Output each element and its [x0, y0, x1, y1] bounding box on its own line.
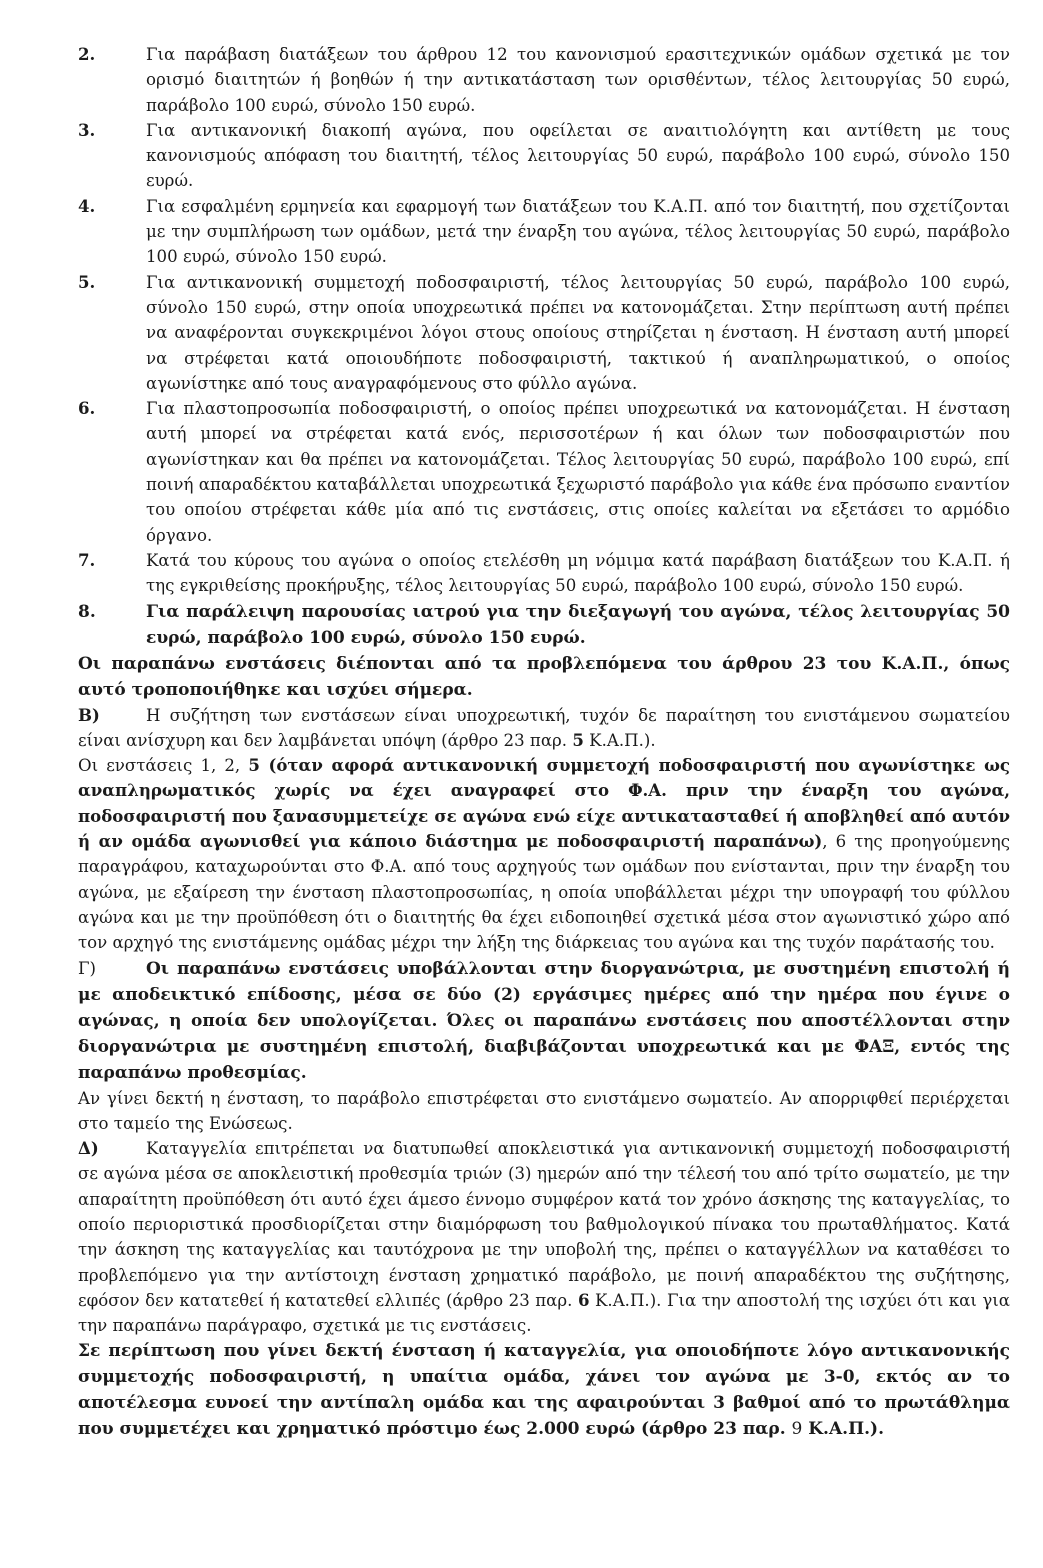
- item-number: 4.: [78, 195, 96, 216]
- final-article-num: 9: [791, 1419, 803, 1440]
- item-text: Για εσφαλμένη ερμηνεία και εφαρμογή των διατάξεων του Κ.Α.Π. από τον διαιτητή, που σχετίζονται με την συμπλήρωση των ομάδων, μετά την έναρξη του αγώνα, τέλος λειτουργίας 50 ευρώ, παράβολο 100 ευρώ, σύνολο 150 ευρώ.: [146, 196, 1010, 267]
- objections-bold-clause: (όταν αφορά αντικανονική συμμετοχή ποδοσφαιριστή που αγωνίστηκε ως αναπληρωματικός χωρίς να έχει αναγραφεί στο Φ.Α. πριν την έναρξη του αγώνα, ποδοσφαιριστή που ξανασυμμετείχε σε αγώνα ενώ είχε αντικατασταθεί ή αποβληθεί από αυτόν ή αν ομάδα αγωνισθεί για κάποιο διάστημα με ποδοσφαιριστή παραπάνω): [78, 755, 1010, 852]
- item-number: 2.: [78, 44, 96, 64]
- section-d-text-a: Καταγγελία επιτρέπεται να διατυπωθεί αποκλειστικά για αντικανονική συμμετοχή ποδοσφαιριστή σε αγώνα μέσα σε αποκλειστική προθεσμία τριών (3) ημερών από την τέλεσή του από τρίτο σωματείο, με την απαραίτητη προϋπόθεση ότι αυτό έχει άμεσο έννομο συμφέρον κατά τον χρόνο άσκησης της καταγγελίας, το οποίο περιοριστικά προσδιορίζεται στην διαμόρφωση του βαθμολογικού πίνακα του πρωταθλήματος. Κατά την άσκηση της καταγγελίας και ταυτόχρονα με την υποβολή της, πρέπει ο καταγγέλλων να καταθέσει το προβλεπόμενο για την αντίστοιχη ένσταση χρηματικό παράβολο, με ποινή απαραδέκτου της συζήτησης, εφόσον δεν κατατεθεί ή κατατεθεί ελλιπές (άρθρο 23 παρ.: [78, 1139, 1010, 1310]
- final-paragraph: [78, 1338, 1010, 1442]
- section-g-fee-paragraph: Αν γίνει δεκτή η ένσταση, το παράβολο επιστρέφεται στο ενιστάμενο σωματείο. Αν απορριφθεί περιέρχεται στο ταμείο της Ενώσεως.: [78, 1088, 1010, 1133]
- list-item: [78, 396, 1010, 548]
- section-g-text: Οι παραπάνω ενστάσεις υποβάλλονται στην διοργανώτρια, με συστημένη επιστολή ή με αποδεικτικό επίδοσης, μέσα σε δύο (2) εργάσιμες ημέρες από την ημέρα που έγινε ο αγώνας, η οποία δεν υπολογίζεται. Όλες οι παραπάνω ενστάσεις που αποστέλλονται στην διοργανώτρια με συστημένη επιστολή, διαβιβάζονται υποχρεωτικά και με ΦΑΞ, εντός της παραπάνω προθεσμίας.: [78, 958, 1010, 1083]
- objections-rest: , 6 της προηγούμενης παραγράφου, καταχωρούνται στο Φ.Α. από τους αρχηγούς των ομάδων που ενίστανται, πριν την έναρξη του αγώνα, με εξαίρεση την ένσταση πλαστοπροσωπίας, η οποία υποβάλλεται μέχρι την υπογραφή του φύλλου αγώνα και με την προϋπόθεση ότι ο διαιτητής θα έχει ειδοποιηθεί σχετικά μέσα στον αγωνιστικό χώρο από τον αρχηγό της ενιστάμενης ομάδας μέχρι την λήξη της διάρκειας του αγώνα και της τυχόν παράτασής του.: [78, 832, 1010, 953]
- list-item: [78, 42, 1010, 118]
- section-b-text-b: Κ.Α.Π.).: [583, 730, 656, 750]
- item-text: Κατά του κύρους του αγώνα ο οποίος ετελέσθη μη νόμιμα κατά παράβαση διατάξεων του Κ.Α.Π. ή της εγκριθείσης προκήρυξης, τέλος λειτουργίας 50 ευρώ, παράβολο 100 ευρώ, σύνολο 150 ευρώ.: [146, 550, 1010, 596]
- section-d-text-b: Κ.Α.Π.). Για την αποστολή της ισχύει ότι και για την παραπάνω παράγραφο, σχετικά με τις ενστάσεις.: [78, 1290, 1010, 1336]
- section-b-label: Β): [78, 704, 100, 725]
- item-text: Για παράλειψη παρουσίας ιατρού για την διεξαγωγή του αγώνα, τέλος λειτουργίας 50 ευρώ, παράβολο 100 ευρώ, σύνολο 150 ευρώ.: [146, 601, 1010, 648]
- item-number: 5.: [78, 271, 96, 292]
- item-text: Για αντικανονική διακοπή αγώνα, που οφείλεται σε αναιτιολόγητη και αντίθετη με τους κανονισμούς απόφαση του διαιτητή, τέλος λειτουργίας 50 ευρώ, παράβολο 100 ευρώ, σύνολο 150 ευρώ.: [146, 120, 1010, 191]
- list-item: [78, 548, 1010, 599]
- final-text-b: Κ.Α.Π.).: [802, 1419, 885, 1440]
- section-b-paragraph: [78, 703, 1010, 754]
- section-d-label: Δ): [78, 1138, 99, 1159]
- item-text: Για αντικανονική συμμετοχή ποδοσφαιριστή, τέλος λειτουργίας 50 ευρώ, παράβολο 100 ευρώ, σύνολο 150 ευρώ, στην οποία υποχρεωτικά πρέπει να κατονομάζεται. Στην περίπτωση αυτή πρέπει να αναφέρονται συγκεκριμένοι λόγοι στους οποίους στηρίζεται η ένσταση. Η ένσταση αυτή μπορεί να στρέφεται κατά οποιουδήποτε ποδοσφαιριστή, τακτικού ή αναπληρωματικού, ο οποίος αγωνίστηκε από τους αναγραφόμενους στο φύλλο αγώνα.: [146, 272, 1010, 393]
- section-d-paragraph: [78, 1136, 1010, 1338]
- section-b-article-num: 5: [572, 729, 584, 750]
- item-text: Για πλαστοπροσωπία ποδοσφαιριστή, ο οποίος πρέπει υποχρεωτικά να κατονομάζεται. Η ένσταση αυτή μπορεί να στρέφεται κατά ενός, περισσοτέρων ή και όλων των ποδοσφαιριστών που αγωνίστηκαν και θα πρέπει να κατονομάζεται. Τέλος λειτουργίας 50 ευρώ, παράβολο 100 ευρώ, επί ποινή απαραδέκτου καταβάλλεται υποχρεωτικά ξεχωριστό παράβολο για κάθε ένα πρόσωπο εναντίον του οποίου στρέφεται κάθε μία από τις ενστάσεις, στις οποίες καλείται να εξετάσει το αρμόδιο όργανο.: [146, 399, 1010, 545]
- section-g-label: Γ): [78, 958, 96, 978]
- item-text: Για παράβαση διατάξεων του άρθρου 12 του κανονισμού ερασιτεχνικών ομάδων σχετικά με τον ορισμό διαιτητών ή βοηθών ή την αντικατάσταση των ορισθέντων, τέλος λειτουργίας 50 ευρώ, παράβολο 100 ευρώ, σύνολο 150 ευρώ.: [146, 45, 1010, 115]
- list-item: [78, 118, 1010, 194]
- item-number: 3.: [78, 119, 96, 140]
- list-item: [78, 599, 1010, 651]
- objection-number-5: 5: [248, 755, 260, 776]
- section-b-text-a: Η συζήτηση των ενστάσεων είναι υποχρεωτική, τυχόν δε παραίτηση του ενιστάμενου σωματείου είναι ανίσχυρη και δεν λαμβάνεται υπόψη (άρθρο 23 παρ.: [78, 705, 1010, 750]
- objections-intro: Οι ενστάσεις 1, 2,: [78, 756, 249, 776]
- section-g-paragraph: [78, 956, 1010, 1086]
- list-item: [78, 270, 1010, 396]
- list-item: [78, 194, 1010, 270]
- section-b-objections-paragraph: [78, 753, 1010, 955]
- section-d-article-num: 6: [577, 1289, 590, 1310]
- item-number: 8.: [78, 601, 96, 622]
- final-text-a: Σε περίπτωση που γίνει δεκτή ένσταση ή καταγγελία, για οποιοδήποτε λόγο αντικανονικής συμμετοχής ποδοσφαιριστή, η υπαίτια ομάδα, χάνει τον αγώνα με 3-0, εκτός αν το αποτέλεσμα ευνοεί την αντίπαλη ομάδα και της αφαιρούνται 3 βαθμοί από το πρωτάθλημα που συμμετέχει και χρηματικό πρόστιμο έως 2.000 ευρώ (άρθρο 23 παρ.: [78, 1341, 1010, 1440]
- item-number: 6.: [78, 398, 96, 419]
- item-number: 7.: [78, 549, 96, 570]
- article-23-note: Οι παραπάνω ενστάσεις διέπονται από τα προβλεπόμενα του άρθρου 23 του Κ.Α.Π., όπως αυτό τροποποιήθηκε και ισχύει σήμερα.: [78, 653, 1010, 700]
